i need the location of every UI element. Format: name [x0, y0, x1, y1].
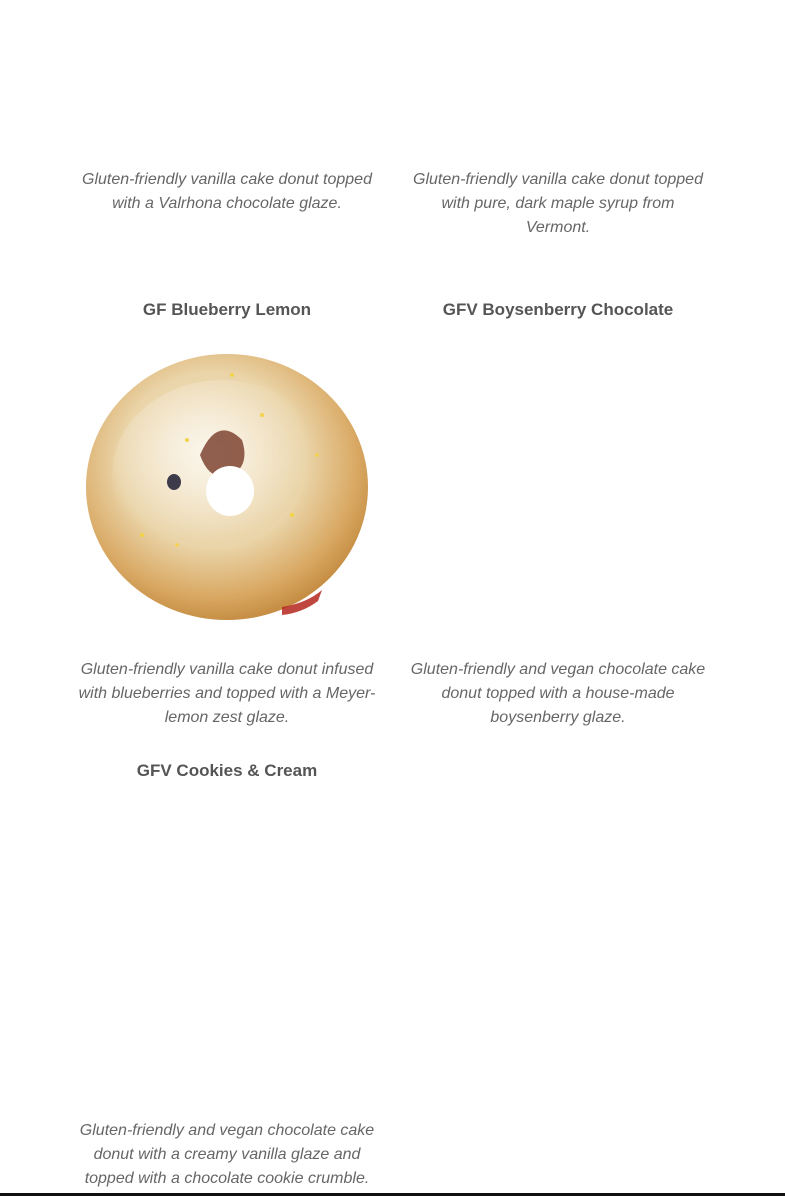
product-title[interactable]: GF Blueberry Lemon	[142, 300, 312, 319]
donut-image[interactable]	[82, 806, 372, 1096]
product-description: Gluten-friendly vanilla cake donut infused with blueberries and topped with a Meyer-lemon zest glaze.	[78, 661, 376, 726]
donut-image[interactable]	[413, 345, 703, 635]
donut-image[interactable]	[82, 345, 372, 635]
product-description: Gluten-friendly vanilla cake donut topped with pure, dark maple syrup from Vermont.	[413, 171, 703, 236]
product-title[interactable]: GFV Boysenberry Chocolate	[442, 300, 674, 319]
product-description: Gluten-friendly and vegan chocolate cake donut topped with a house-made boysenberry glaze.	[410, 661, 706, 726]
product-title[interactable]: GFV Cookies & Cream	[136, 761, 318, 780]
product-description: Gluten-friendly and vegan chocolate cake donut with a creamy vanilla glaze and topped with a chocolate cookie crumble.	[79, 1122, 375, 1187]
blueberry-lemon-donut-image	[82, 345, 372, 635]
product-description: Gluten-friendly vanilla cake donut topped with a Valrhona chocolate glaze.	[82, 171, 372, 212]
